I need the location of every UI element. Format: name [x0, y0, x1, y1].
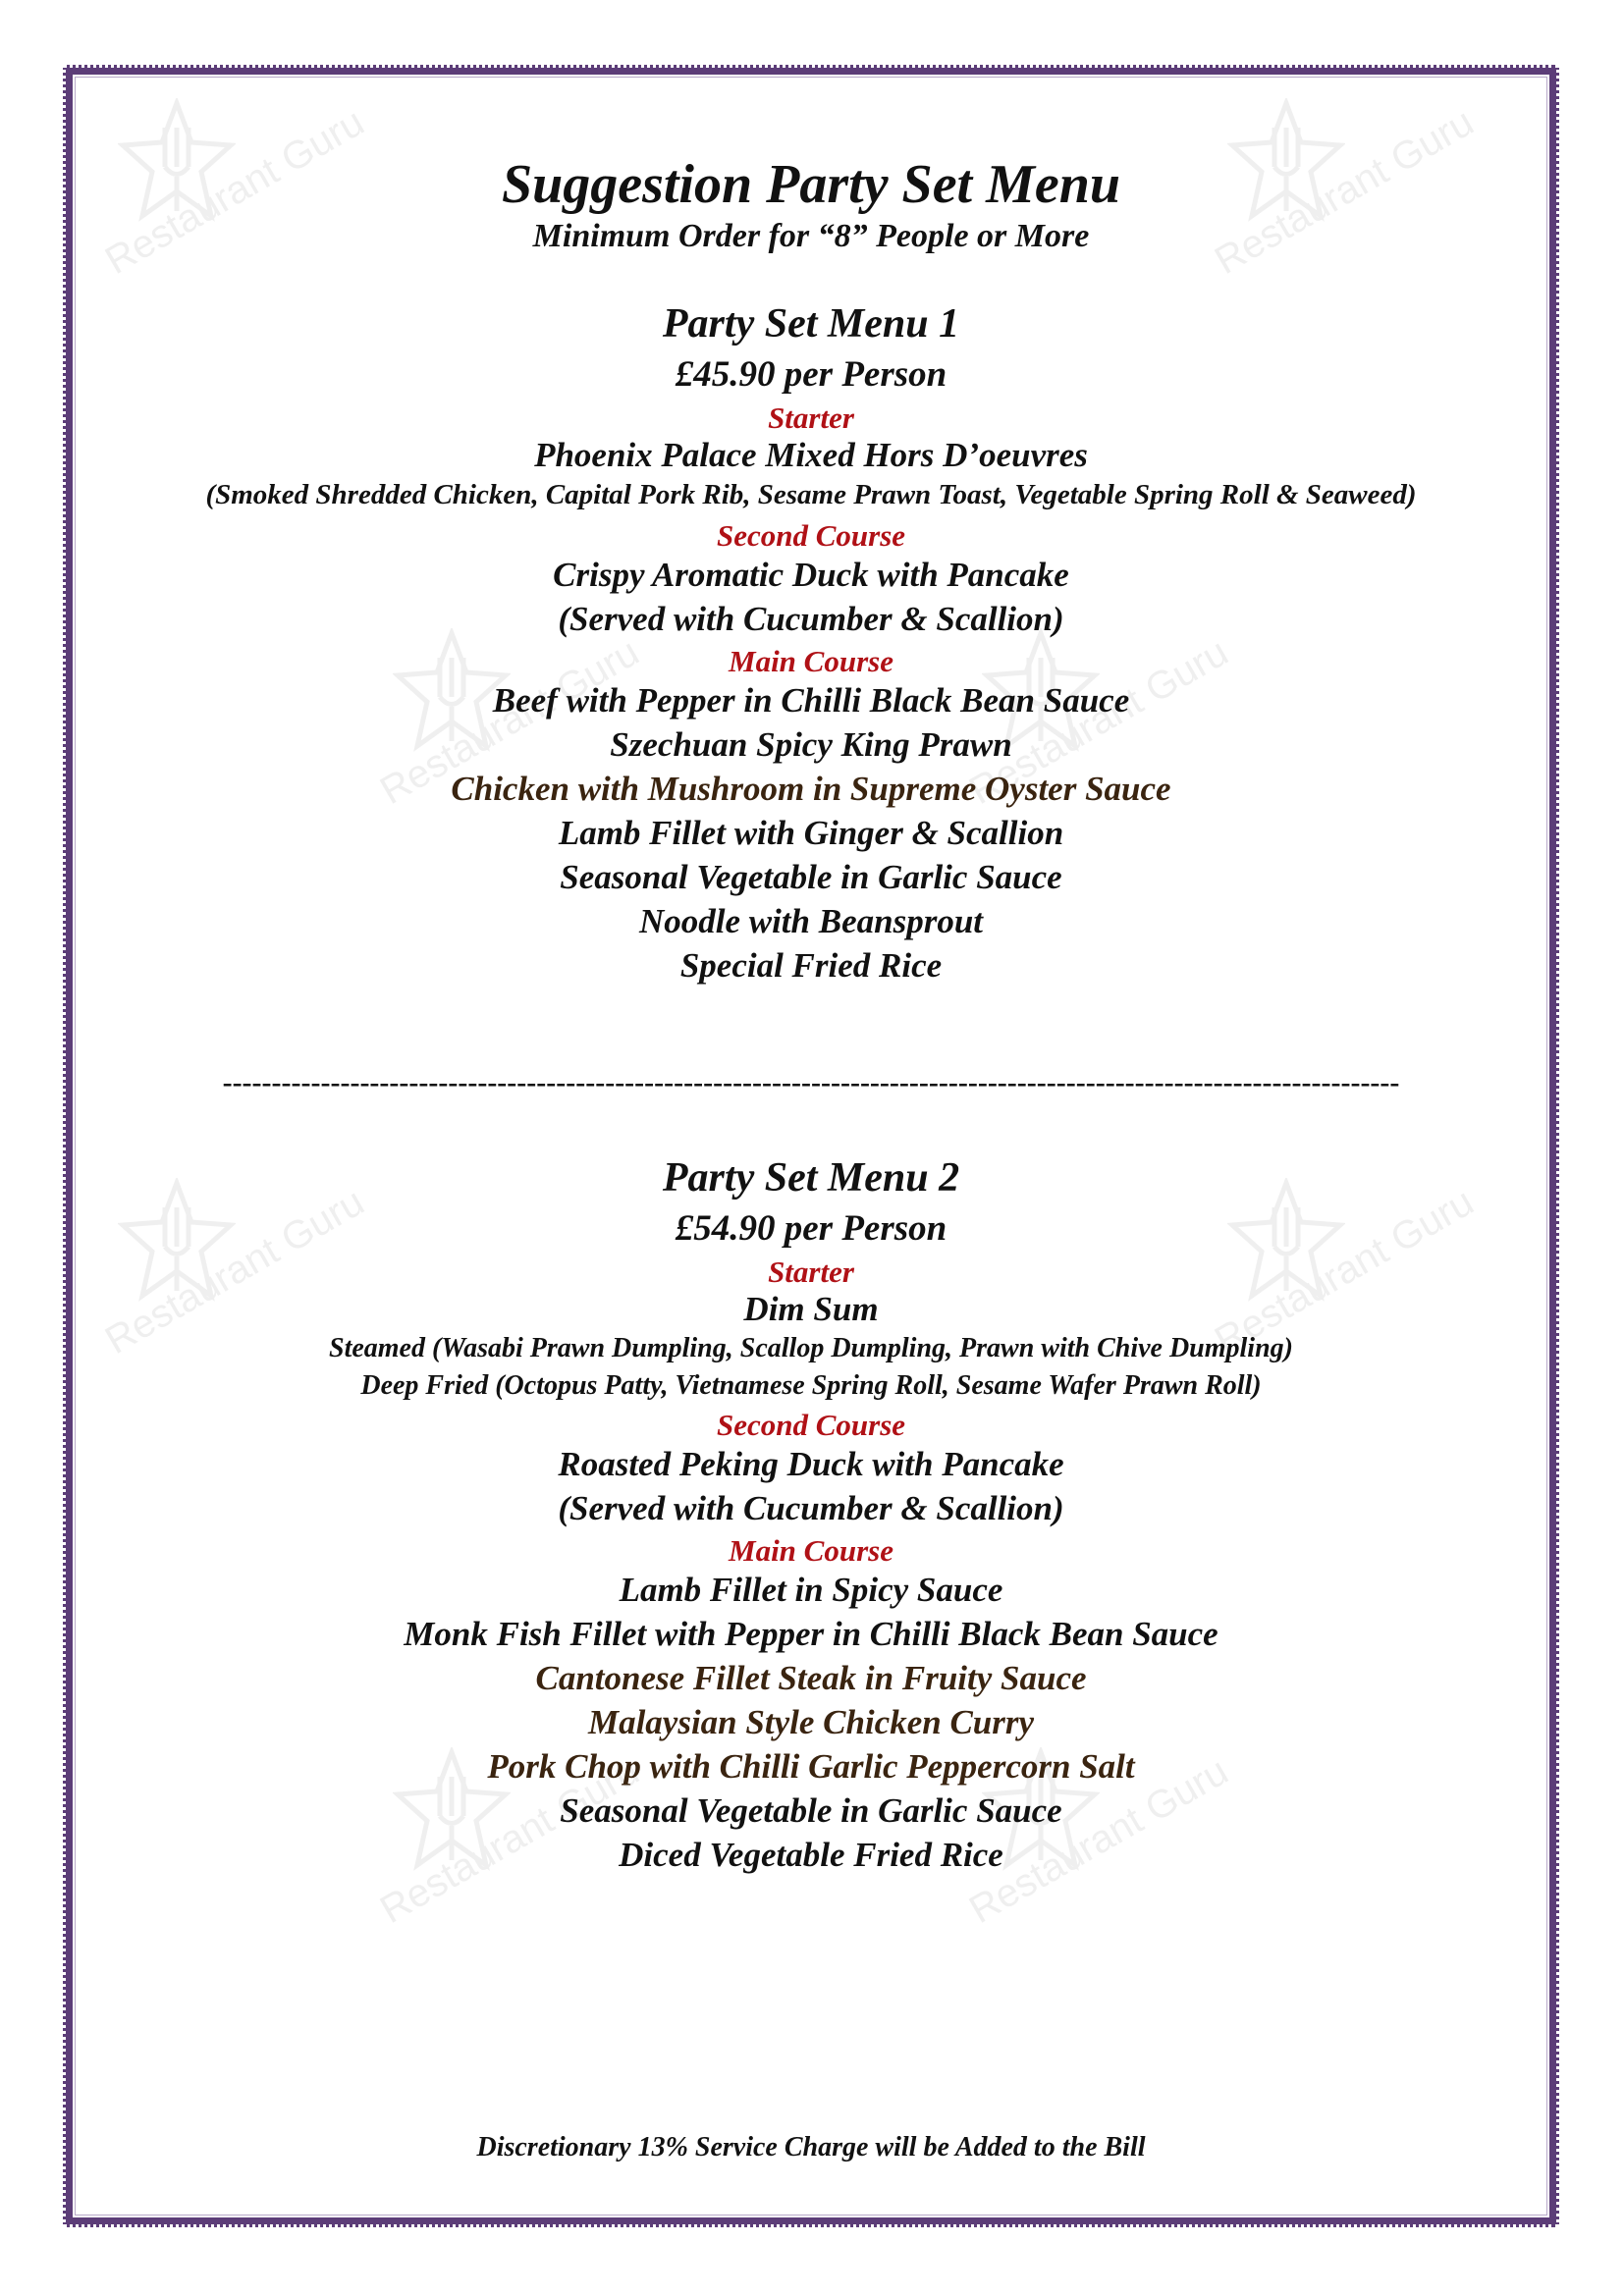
menu-1-price: £45.90 per Person — [675, 354, 947, 395]
dish-item: Monk Fish Fillet with Pepper in Chilli Black Bean Sauce — [404, 1615, 1218, 1653]
page-subtitle: Minimum Order for “8” People or More — [532, 218, 1090, 254]
course-label: Main Course — [729, 1533, 893, 1568]
watermark: Restaurant Guru — [1188, 1178, 1483, 1433]
dish-item: Cantonese Fillet Steak in Fruity Sauce — [535, 1659, 1087, 1697]
dish-item: Phoenix Palace Mixed Hors D’oeuvres — [534, 436, 1088, 474]
page-title: Suggestion Party Set Menu — [501, 154, 1121, 215]
watermark: Restaurant Guru — [943, 628, 1237, 883]
dish-detail: (Smoked Shredded Chicken, Capital Pork Rib, Sesame Prawn Toast, Vegetable Spring Roll & Seaweed) — [205, 479, 1417, 510]
dish-item: Lamb Fillet with Ginger & Scallion — [558, 814, 1064, 852]
dish-item: Roasted Peking Duck with Pancake — [558, 1445, 1064, 1483]
watermark: Restaurant Guru — [353, 1747, 648, 2002]
course-label: Starter — [768, 400, 854, 435]
dish-item: Lamb Fillet in Spicy Sauce — [619, 1571, 1003, 1609]
service-charge-note: Discretionary 13% Service Charge will be Added to the Bill — [476, 2132, 1146, 2163]
dish-item: Beef with Pepper in Chilli Black Bean Sauce — [492, 681, 1130, 720]
dish-item: Dim Sum — [743, 1290, 879, 1328]
dish-item: (Served with Cucumber & Scallion) — [558, 1489, 1064, 1527]
dish-detail: Deep Fried (Octopus Patty, Vietnamese Spring Roll, Sesame Wafer Prawn Roll) — [360, 1370, 1262, 1401]
dish-item: Noodle with Beansprout — [638, 902, 984, 940]
menu-1-name: Party Set Menu 1 — [662, 301, 960, 347]
dish-item: Diced Vegetable Fried Rice — [619, 1836, 1003, 1874]
dish-item: Szechuan Spicy King Prawn — [610, 725, 1012, 764]
dish-detail: Steamed (Wasabi Prawn Dumpling, Scallop Dumpling, Prawn with Chive Dumpling) — [329, 1333, 1293, 1363]
dish-item: Malaysian Style Chicken Curry — [587, 1703, 1035, 1741]
dish-item: (Served with Cucumber & Scallion) — [558, 600, 1064, 638]
watermark: Restaurant Guru — [79, 98, 373, 353]
course-label: Main Course — [729, 644, 893, 678]
watermark: Restaurant Guru — [79, 1178, 373, 1433]
dish-item: Pork Chop with Chilli Garlic Peppercorn Salt — [487, 1747, 1135, 1786]
section-divider: ------------------------------------------------------------------------------------------------------------------------ — [222, 1066, 1400, 1098]
course-label: Starter — [768, 1255, 854, 1289]
watermark: Restaurant Guru — [353, 628, 648, 883]
watermark: Restaurant Guru — [1188, 98, 1483, 353]
dish-item: Seasonal Vegetable in Garlic Sauce — [560, 858, 1062, 896]
menu-2-price: £54.90 per Person — [675, 1208, 947, 1249]
menu-2-name: Party Set Menu 2 — [662, 1155, 960, 1201]
dish-item: Special Fried Rice — [679, 946, 943, 985]
watermark: Restaurant Guru — [943, 1747, 1237, 2002]
course-label: Second Course — [716, 518, 906, 553]
dish-item: Seasonal Vegetable in Garlic Sauce — [560, 1791, 1062, 1830]
dish-item: Chicken with Mushroom in Supreme Oyster Sauce — [451, 770, 1171, 808]
dish-item: Crispy Aromatic Duck with Pancake — [553, 556, 1069, 594]
course-label: Second Course — [716, 1408, 906, 1442]
